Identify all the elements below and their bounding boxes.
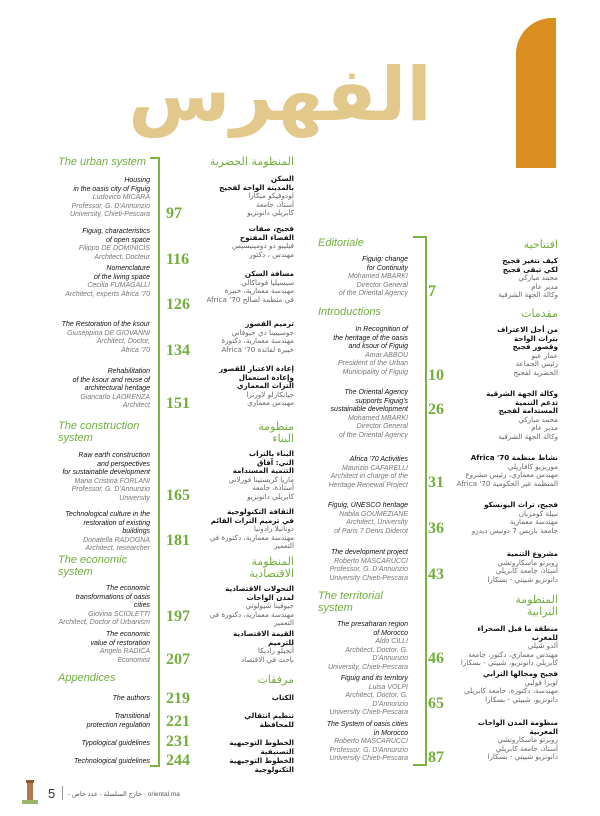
entry-author: University, Chieti-Pescara (69, 211, 150, 218)
entry-author: دانونزيو، شييتي - بسكارا (485, 694, 558, 704)
toc-entry (318, 456, 408, 490)
toc-entry (58, 758, 150, 767)
entry-title: of the living space (93, 273, 150, 281)
toc-entry (318, 326, 408, 377)
page-number: 231 (166, 733, 190, 750)
entry-title: protection regulation (86, 721, 150, 729)
entry-title: The economic (106, 631, 150, 638)
entry-author: ماريا كريستينا فورلاني (228, 474, 294, 484)
entry-author: Economist (117, 656, 150, 664)
section-heading: The territorial (318, 590, 383, 602)
toc-entry (456, 719, 558, 762)
toc-entry (58, 631, 150, 665)
entry-author: مهندسة معمارية، خبيرة (224, 286, 294, 296)
entry-author: Mohamed MBARKI (348, 414, 408, 422)
entry-author: في منظمة لصالح Africa '70 (206, 294, 294, 304)
entry-title: منطقة ما قبل الصحراء (477, 624, 558, 633)
entry-title: الني: آفاق (256, 457, 294, 467)
entry-title: الكتاب (271, 693, 294, 702)
entry-author: وكالة الجهة الشرقية (498, 431, 558, 441)
entry-author: دانونزيو شييتي - بسكارا (487, 574, 558, 584)
section-heading: منظومة (258, 420, 294, 433)
entry-title: restoration of existing buildings (83, 519, 150, 535)
entry-author: Mohamed MBARKI (348, 273, 408, 280)
entry-title: The economic (106, 585, 150, 592)
entry-title: فجيج ومجالها الترابي (483, 669, 558, 678)
entry-author: Director General (356, 281, 408, 289)
toc-entry (206, 225, 294, 259)
entry-author: مهندسة معمارية، دكتورة (221, 336, 294, 346)
entry-author: جامعة باريس 7 دونيس ديدرو (471, 525, 558, 535)
entry-author: Maurizio CAFARELLI (341, 464, 408, 472)
toc-entry (206, 585, 294, 628)
page-number: 165 (166, 487, 190, 504)
entry-title: لكي تبقى فجيج (502, 264, 558, 274)
page-number: 116 (166, 251, 190, 268)
entry-title: Figuig: change (362, 256, 408, 263)
entry-author: مهندس معماري، رئيس مشروع (465, 470, 558, 480)
toc-entry (318, 256, 408, 299)
toc-entry (206, 365, 294, 408)
bracket-top-left (150, 157, 160, 159)
toc-entry (206, 757, 294, 774)
entry-author: of Paris 7 Denis Diderot (334, 527, 408, 535)
section-heading: system (58, 566, 93, 578)
toc-entry (318, 675, 408, 718)
entry-author: Roberto MASCARUCCI (334, 557, 408, 565)
entry-author: المنظمة غير الحكومية Africa '70 (456, 478, 558, 488)
entry-author: Director General (356, 423, 408, 430)
toc-entry (58, 177, 150, 220)
entry-title: Africa '70 Activities (349, 456, 408, 463)
entry-author: نبيلة كومزيان (518, 508, 558, 518)
entry-title: ترميم القصور (245, 319, 294, 328)
entry-title: الفضاء المفتوح (239, 232, 294, 242)
section-heading: المنظومة (515, 593, 558, 606)
entry-title: للمحافظة (259, 719, 294, 729)
entry-author: of the Oriental Agency (338, 290, 408, 297)
page-number: 43 (428, 566, 444, 583)
entry-title: transformations of oasis cities (75, 593, 150, 609)
page-number: 197 (166, 608, 190, 625)
entry-title: مسافة السكن (244, 269, 294, 278)
section-heading: افتتاحية (523, 238, 558, 251)
entry-author: مهندس معماري، دكتور، جامعة (468, 649, 558, 659)
entry-title: التراث المعماري (236, 381, 294, 391)
contents-column-arabic-right (456, 0, 558, 816)
entry-author: University Chieti-Pescara (329, 709, 408, 716)
toc-entry (206, 712, 294, 729)
entry-title: The System of oasis cities (326, 721, 408, 728)
contents-column-arabic-left (206, 0, 294, 816)
entry-author: Architect in charge of the (330, 473, 408, 480)
entry-title: Figuig and its territory (340, 675, 408, 682)
entry-author: مهندسة معمارية (509, 517, 558, 527)
entry-title: The Oriental Agency (344, 389, 408, 396)
entry-author: جوسيبينا دي جيوفاني (231, 327, 294, 337)
entry-title: التحولات الاقتصادية (225, 584, 294, 593)
entry-author: Architect, University (346, 519, 408, 526)
toc-entry (206, 450, 294, 502)
page-number: 181 (166, 532, 190, 549)
section-heading: Introductions (318, 306, 381, 318)
page-number: 134 (166, 342, 190, 359)
entry-title: in Morocco (373, 729, 408, 737)
toc-entry (318, 549, 408, 583)
entry-author: Architect, researcher (85, 545, 150, 552)
entry-title: التنمية المستدامة (232, 466, 294, 476)
entry-author: Angelo RADICA (99, 648, 150, 655)
entry-title: Figuig, characteristics (82, 228, 150, 235)
entry-title: supports Figuig's (355, 397, 408, 405)
entry-title: الثقافة التكنولوجية (227, 507, 294, 516)
entry-title: للترميم (267, 637, 294, 647)
entry-author: Cecilia FUMAGALLI (87, 282, 150, 289)
minaret-thumbnail (22, 780, 38, 804)
entry-author: Amar ABBOU (365, 351, 408, 359)
section-heading: مرفقات (257, 673, 294, 686)
entry-title: البناء بالتراب (248, 449, 294, 458)
toc-entry (456, 670, 558, 704)
bracket-line-left (158, 157, 160, 767)
entry-title: of Morocco (373, 629, 408, 637)
page-numbers-left (166, 0, 202, 816)
entry-title: and perspectives (97, 460, 150, 468)
entry-author: Professor, G. D'Annunzio (71, 202, 150, 210)
entry-title: إعادة الاعتبار للقصور (219, 364, 294, 373)
toc-entry (456, 257, 558, 300)
entry-author: Architect, Docteur (94, 253, 150, 261)
toc-entry (58, 228, 150, 262)
page-number: 65 (428, 695, 444, 712)
entry-title: Technological guidelines (73, 758, 150, 765)
toc-entry (456, 454, 558, 488)
entry-title: Transitional (114, 713, 150, 720)
entry-title: فجيج، صفات (248, 224, 294, 233)
entry-title: The development project (330, 549, 408, 556)
entry-author: جيانكارلو لاورنزا (246, 389, 294, 399)
entry-author: University (119, 494, 150, 502)
page-number: 36 (428, 520, 444, 537)
entry-title: وإعادة استعمال (238, 372, 294, 382)
entry-title: السكن (270, 174, 294, 183)
entry-title: نشاط منظمة Africa '70 (470, 453, 558, 462)
entry-title: منظومة المدن الواحات (477, 718, 558, 727)
section-heading: Editoriale (318, 237, 364, 249)
entry-author: Professor, G. D'Annunzio (71, 486, 150, 493)
entry-author: سيسيليا فوماكالي (241, 277, 294, 287)
entry-title: of open space (106, 236, 150, 244)
entry-author: مهندسة معمارية، دكتورة في التعمير (209, 609, 294, 628)
entry-author: لويزا فولبي (524, 677, 558, 687)
entry-author: دانونزيو شييتي - بسكارا (487, 752, 558, 762)
toc-entry (58, 265, 150, 299)
page-number: 26 (428, 401, 444, 418)
entry-title: for Continuity (366, 264, 408, 272)
entry-author: كابريلي دانونزيو، شييتي - بسكارا (460, 658, 558, 668)
toc-entry (206, 508, 294, 551)
toc-entry (206, 739, 294, 756)
entry-author: Giancarlo LAORENZA (80, 393, 150, 401)
section-heading: The urban system (58, 156, 147, 168)
entry-author: محمد مباركي (518, 273, 558, 283)
entry-author: Giovina SCIOLETTI (88, 610, 150, 618)
entry-title: The presaharan region (337, 621, 408, 628)
entry-author: Aldo CILLI (375, 638, 408, 645)
contents-column-english-left (58, 0, 150, 816)
entry-author: Roberto MASCARUCCI (334, 738, 408, 745)
page-number: 207 (166, 651, 190, 668)
toc-entry (58, 321, 150, 355)
entry-title: بالمدينة الواحة لفجيج (219, 182, 294, 192)
bracket-line-right (425, 236, 427, 766)
toc-entry (456, 326, 558, 378)
toc-entry (456, 501, 558, 535)
entry-author: University Chieti-Pescara (329, 574, 408, 582)
bracket-bottom-left (150, 765, 160, 767)
entry-author: President of the Urban (337, 360, 408, 367)
section-heading: The construction (58, 420, 140, 432)
page-number: 151 (166, 395, 190, 412)
entry-author: موريزيو كافاريلي (507, 461, 558, 471)
entry-title: In Recognition of (355, 326, 408, 333)
entry-author: Architect, Doctor, G. D'Annunzio (345, 692, 408, 708)
footer-text: - خارج السلسلة - عدد خاص · oriental.ma (68, 791, 180, 798)
entry-title: بتراث الواحة (514, 333, 558, 343)
entry-title: تنظيم انتقالي (244, 711, 294, 720)
entry-author: Professor, G. D'Annunzio (329, 746, 408, 754)
entry-author: لودوفيكو ميكارا (248, 191, 294, 201)
entry-title: Housing (124, 177, 150, 184)
toc-entry (206, 175, 294, 218)
entry-author: أستاذ، جامعة (256, 199, 294, 209)
entry-author: مهندسة، دكتورة، جامعة كابريلي (464, 686, 558, 696)
entry-author: University Chieti-Pescara (329, 755, 408, 762)
entry-title: for sustainable development (62, 469, 150, 476)
entry-author: مدير عام (531, 281, 558, 291)
entry-author: Donatella RADOGNA (83, 536, 150, 544)
page-number: 87 (428, 749, 444, 766)
section-heading: The economic (58, 554, 128, 566)
entry-author: محمد مباركي (518, 414, 558, 424)
entry-author: روبرتو ماسكاروتشي (497, 557, 558, 567)
page-number: 10 (428, 367, 444, 384)
entry-author: الحضرية لفجيج (513, 367, 558, 377)
entry-author: Maria Cristina FORLANI (74, 477, 150, 485)
page-number: 244 (166, 752, 190, 769)
section-heading: system (58, 432, 93, 444)
page-number: 7 (428, 283, 436, 300)
entry-title: المغربية (529, 726, 558, 736)
entry-author: روبرتو ماسكاروتشي (497, 735, 558, 745)
entry-author: فيليبو دو دومينيسيس (231, 241, 294, 251)
toc-entry (318, 621, 408, 672)
entry-title: Typological guidelines (81, 740, 150, 747)
entry-title: الخطوط التوجيهية التصنيفية (229, 738, 294, 756)
page-number: 46 (428, 650, 444, 667)
entry-author: Municipality of Figuig (342, 368, 408, 376)
entry-title: The authors (112, 695, 150, 702)
footer-page-number: 5 (48, 786, 56, 801)
entry-author: Architect, Doctor, G. D'Annunzio (345, 646, 408, 662)
toc-entry (206, 630, 294, 664)
entry-author: وكالة الجهة الشرقية (498, 290, 558, 300)
entry-title: architectural heritage (84, 385, 150, 392)
entry-author: of the Oriental Agency (338, 431, 408, 439)
entry-author: Africa '70 (121, 346, 150, 354)
toc-entry (456, 625, 558, 668)
section-heading: مقدمات (521, 307, 558, 320)
entry-author: Heritage Renewal Project (328, 481, 408, 489)
page-title: الفهرس (128, 52, 432, 138)
entry-author: ألدو شيلي (527, 641, 558, 651)
entry-author: Architect, experts Africa '70 (65, 290, 150, 298)
entry-author: خبيرة لفائدة Africa '70 (221, 344, 294, 354)
toc-entry (206, 320, 294, 354)
toc-entry (206, 270, 294, 304)
entry-title: وقصور فجيج (512, 342, 558, 352)
page-number: 126 (166, 296, 190, 313)
entry-author: Luisa VOLPI (368, 683, 408, 691)
section-heading: system (318, 602, 353, 614)
entry-author: University, Chieti-Pescara (327, 663, 408, 671)
toc-entry (58, 740, 150, 749)
entry-title: وكالة الجهة الشرقية (486, 389, 558, 398)
entry-author: كابريلي دانونزيو (247, 208, 294, 218)
toc-entry (206, 694, 294, 703)
entry-title: Figuig, UNESCO heritage (327, 502, 408, 509)
entry-author: Ludovico MICARA (92, 194, 150, 201)
entry-author: Professor, G. D'Annunzio (329, 566, 408, 573)
entry-title: sustainable development (330, 406, 408, 413)
entry-title: القيمة الاقتصادية (233, 629, 294, 638)
entry-author: أستاذ، جامعة كابريلي (495, 566, 558, 576)
entry-title: Nomenclature (106, 265, 150, 272)
entry-title: للمغرب (531, 632, 558, 642)
entry-title: and ksour of Figuig (348, 343, 408, 350)
entry-author: باحث في الاقتصاد (240, 654, 294, 664)
page-number: 31 (428, 474, 444, 491)
entry-title: value of restoration (90, 639, 150, 647)
entry-author: أستاذة، جامعة (252, 483, 294, 493)
entry-author: عمار عبو (531, 350, 558, 360)
toc-entry (58, 713, 150, 730)
entry-title: مشروع التنمية (506, 549, 558, 558)
page-number: 97 (166, 205, 182, 222)
contents-column-english-right (318, 0, 408, 816)
entry-author: رئيس الجماعة (515, 359, 558, 369)
entry-author: Architect, Doctor of Urbanism (58, 619, 150, 626)
toc-entry (318, 389, 408, 440)
entry-author: مدير عام (531, 423, 558, 433)
entry-title: in the oasis city of Figuig (73, 185, 150, 193)
entry-author: Architect, Doctor, (96, 338, 150, 345)
entry-author: Architect (122, 402, 150, 409)
entry-title: لمدن الواحات (246, 592, 294, 602)
entry-title: Raw earth construction (78, 452, 150, 459)
entry-author: مهندس معماري (247, 398, 294, 408)
entry-author: Filippo DE DOMINICIS (78, 245, 150, 252)
toc-entry (58, 511, 150, 554)
page-number: 219 (166, 690, 190, 707)
section-heading: البناء (272, 432, 294, 445)
footer-divider (62, 786, 63, 800)
toc-entry (58, 585, 150, 628)
entry-title: تدعم التنمية (514, 397, 558, 407)
section-heading: المنظومة الحضرية (209, 155, 294, 168)
entry-author: جيوفينا شيولوتي (245, 601, 294, 611)
section-heading: الاقتصادية (249, 567, 294, 580)
toc-entry (58, 368, 150, 411)
entry-title: The Restoration of the ksour (61, 321, 150, 328)
page-number: 221 (166, 713, 190, 730)
section-heading: الترابية (526, 605, 558, 618)
entry-author: Giuseppina DE GIOVANNI (67, 329, 150, 337)
entry-title: كيف نتغير فجيج (502, 256, 558, 265)
bracket-top-right (413, 236, 427, 238)
section-heading: Appendices (58, 672, 116, 684)
entry-title: من أجل الاعتراف (497, 325, 558, 334)
entry-title: المستدامة لفجيج (498, 406, 558, 416)
section-heading: المنظومة (251, 555, 294, 568)
entry-author: كابريلي دانونزيو (247, 491, 294, 501)
toc-entry (456, 390, 558, 442)
toc-entry (318, 502, 408, 536)
entry-author: أنجيلو راديكا (257, 646, 294, 656)
toc-entry (58, 452, 150, 503)
toc-entry (318, 721, 408, 764)
entry-author: أستاذ، جامعة كابريلي (495, 743, 558, 753)
entry-title: فجيج، تراث اليونسكو (484, 500, 558, 509)
bracket-bottom-right (413, 764, 427, 766)
toc-entry (456, 550, 558, 584)
entry-author: مهندسة معمارية، دكتورة في التعمير (209, 532, 294, 551)
entry-title: the heritage of the oasis (333, 334, 408, 342)
entry-title: الخطوط التوجيهية التكنولوجية (229, 756, 294, 774)
entry-author: مهندس ، دكتور (249, 249, 294, 259)
entry-author: دوناتيلا رادونيا (253, 524, 294, 534)
page-numbers-right (428, 0, 454, 816)
entry-title: Technological culture in the (65, 511, 150, 518)
entry-title: في ترميم التراث القائم (210, 515, 294, 525)
entry-title: Rehabilitation (107, 368, 150, 375)
entry-title: of the ksour and reuse of (72, 376, 150, 384)
toc-entry (58, 695, 150, 704)
entry-author: Nabila GOUMEZIANE (339, 510, 408, 518)
